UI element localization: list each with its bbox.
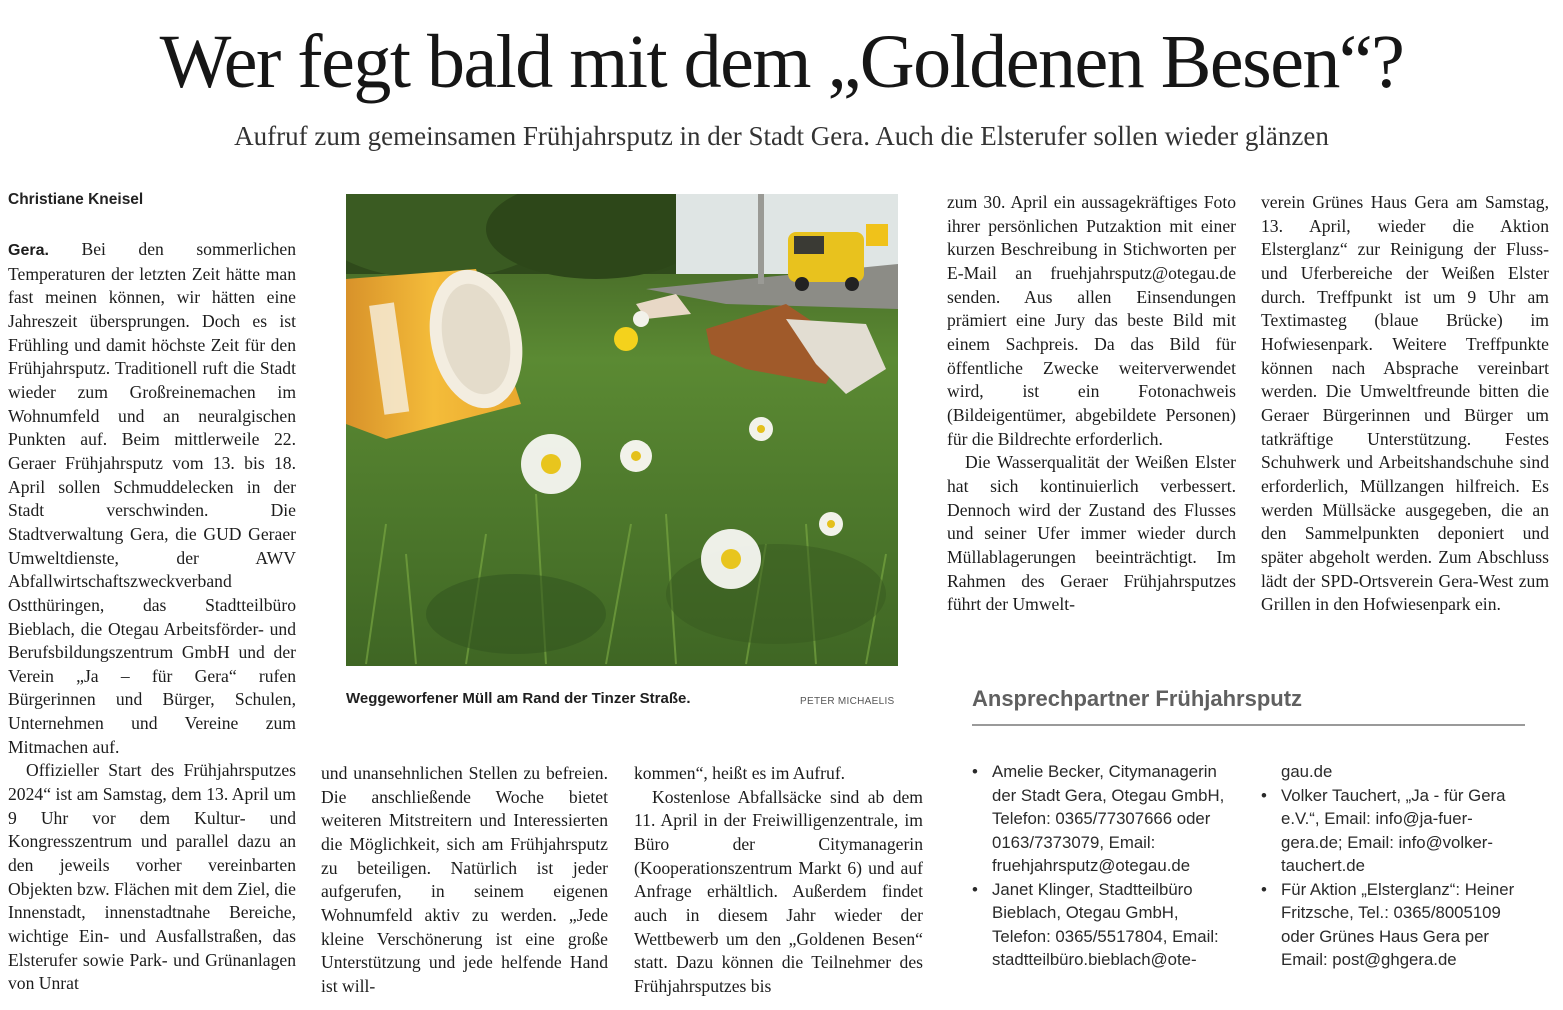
photo-credit: PETER MICHAELIS — [800, 696, 895, 707]
subheadline: Aufruf zum gemeinsamen Frühjahrsputz in der Stadt Gera. Auch die Elsterufer sollen wieder glänzen — [234, 121, 1329, 151]
contact-text: gau.de — [1281, 762, 1333, 781]
article-photo — [346, 194, 898, 666]
contact-text: Amelie Becker, Citymanagerin der Stadt Gera, Otegau GmbH, Telefon: 0365/77307666 oder 0163/7373079, Email: fruehjahrsputz@otegau.de — [992, 762, 1225, 875]
bullet-icon: • — [972, 762, 978, 781]
contact-box-divider — [972, 724, 1525, 726]
article-paragraph: Kostenlose Abfallsäcke sind ab dem 11. April in der Freiwilligenzentrale, im Büro der Citymanagerin (Kooperationszentrum Markt 6) und auf Anfrage erhältlich. Außerdem findet auch in diesem Jahr wieder der Wettbewerb um den „Goldenen Besen“ statt. Dazu können die Teilnehmer des Frühjahrsputzes bis — [634, 786, 923, 996]
article-paragraph: Die Wasserqualität der Weißen Elster hat sich kontinuierlich verbessert. Dennoch wird der Zustand des Flusses und seiner Ufer immer wieder durch Müllablagerungen beeinträchtigt. Im Rahmen des Geraer Frühjahrsputzes führt der Umwelt- — [947, 452, 1236, 615]
contact-text: Volker Tauchert, „Ja - für Gera e.V.“, Email: info@ja-fuer-gera.de; Email: info@volker-tauchert.de — [1281, 785, 1506, 875]
contact-item — [972, 878, 1240, 972]
article-column-3 — [634, 762, 923, 999]
article-paragraph: zum 30. April ein aussagekräftiges Foto ihrer persönlichen Putzaktion mit einer kurzen Beschreibung in Stichworten per E-Mail an fruehjahrsputz@otegau.de senden. Aus allen Einsendungen prämiert eine Jury das beste Bild mit einem Sachpreis. Da das Bild für öffentliche Zwecke weiterverwendet wird, ist ein Fotonachweis (Bildeigentümer, abgebildete Personen) für die Bildrechte erforderlich. — [947, 192, 1236, 449]
contact-text: Janet Klinger, Stadtteilbüro Bieblach, Otegau GmbH, Telefon: 0365/5517804, Email: stadtteilbüro.bieblach@ote- — [992, 879, 1219, 969]
article-column-4 — [947, 191, 1236, 617]
contact-list-right — [1261, 760, 1531, 972]
article-paragraph: verein Grünes Haus Gera am Samstag, 13. April, wieder die Aktion Elsterglanz“ zur Reinigung der Fluss- und Uferbereiche der Weißen Elster durch. Treffpunkt ist um 9 Uhr am Textimasteg (blaue Brücke) im Hofwiesenpark. Weitere Treffpunkte können nach Absprache vereinbart werden. Die Umweltfreunde bitten die Geraer Bürgerinnen und Bürger um tatkräftige Unterstützung. Festes Schuhwerk und Arbeitshandschuhe sind erforderlich, Müllzangen hilfreich. Es werden Müllsäcke ausgegeben, die an den Sammelpunkten deponiert und später abgeholt werden. Zum Abschluss lädt der SPD-Ortsverein Gera-West zum Grillen in den Hofwiesenpark ein. — [1261, 192, 1549, 615]
contact-item-continued — [1261, 760, 1531, 784]
article-paragraph: kommen“, heißt es im Aufruf. — [634, 763, 846, 783]
article-paragraph — [8, 238, 296, 759]
bullet-icon: • — [972, 879, 978, 899]
article-column-1 — [8, 238, 296, 996]
bullet-icon: • — [1261, 785, 1267, 805]
article-column-5 — [1261, 191, 1549, 617]
litter-roadside-photo — [346, 194, 898, 666]
article-paragraph: Offizieller Start des Frühjahrsputzes 2024“ ist am Samstag, dem 13. April um 9 Uhr vor dem Kultur- und Kongresszentrum und parallel dazu an den jeweils vorher vereinbarten Objekten bzw. Flächen mit dem Ziel, die Innenstadt, innenstadtnahe Bereiche, wichtige Ein- und Ausfallstraßen, das Elsterufer sowie Park- und Grünanlagen von Unrat — [8, 760, 296, 994]
bullet-icon: • — [1261, 879, 1267, 899]
contact-item — [1261, 878, 1531, 972]
author-byline: Christiane Kneisel — [8, 191, 144, 208]
photo-caption: Weggeworfener Müll am Rand der Tinzer Straße. — [346, 690, 691, 707]
contact-item — [1261, 784, 1531, 878]
contact-box-title: Ansprechpartner Frühjahrsputz — [972, 686, 1303, 711]
contact-text: Für Aktion „Elsterglanz“: Heiner Fritzsche, Tel.: 0365/8005109 oder Grünes Haus Gera per Email: post@ghgera.de — [1281, 879, 1515, 969]
headline: Wer fegt bald mit dem „Goldenen Besen“? — [159, 20, 1404, 104]
article-column-2 — [321, 762, 608, 999]
article-paragraph: und unansehnlichen Stellen zu befreien. Die anschließende Woche bietet weiteren Mitstreitern und Interessierten die Möglichkeit, sich am Frühjahrsputz zu beteiligen. Natürlich ist jeder aufgerufen, in seinem eigenen Wohnumfeld aktiv zu werden. „Jede kleine Verschönerung ist eine große Unterstützung und jede helfende Hand ist will- — [321, 763, 608, 996]
contact-item — [972, 760, 1240, 878]
dateline: Gera. — [8, 242, 49, 259]
contact-list-left — [972, 760, 1240, 972]
paragraph-text: Bei den sommerlichen Temperaturen der letzten Zeit hätte man fast meinen können, wir hätten eine Jahreszeit übersprungen. Doch es ist Frühling und damit höchste Zeit für den Frühjahrsputz. Traditionell ruft die Stadt wieder zum Großreinemachen im Wohnumfeld und an neuralgischen Punkten auf. Beim mittlerweile 22. Geraer Frühjahrsputz vom 13. bis 18. April sollen Schmuddelecken in der Stadt verschwinden. Die Stadtverwaltung Gera, die GUD Geraer Umweltdienste, der AWV Abfallwirtschaftszweckverband Ostthüringen, das Stadtteilbüro Bieblach, die Otegau Arbeitsförder- und Berufsbildungszentrum GmbH und der Verein „Ja – für Gera“ rufen Bürgerinnen und Bürger, Schulen, Unternehmen und Vereine zum Mitmachen auf. — [8, 239, 296, 757]
